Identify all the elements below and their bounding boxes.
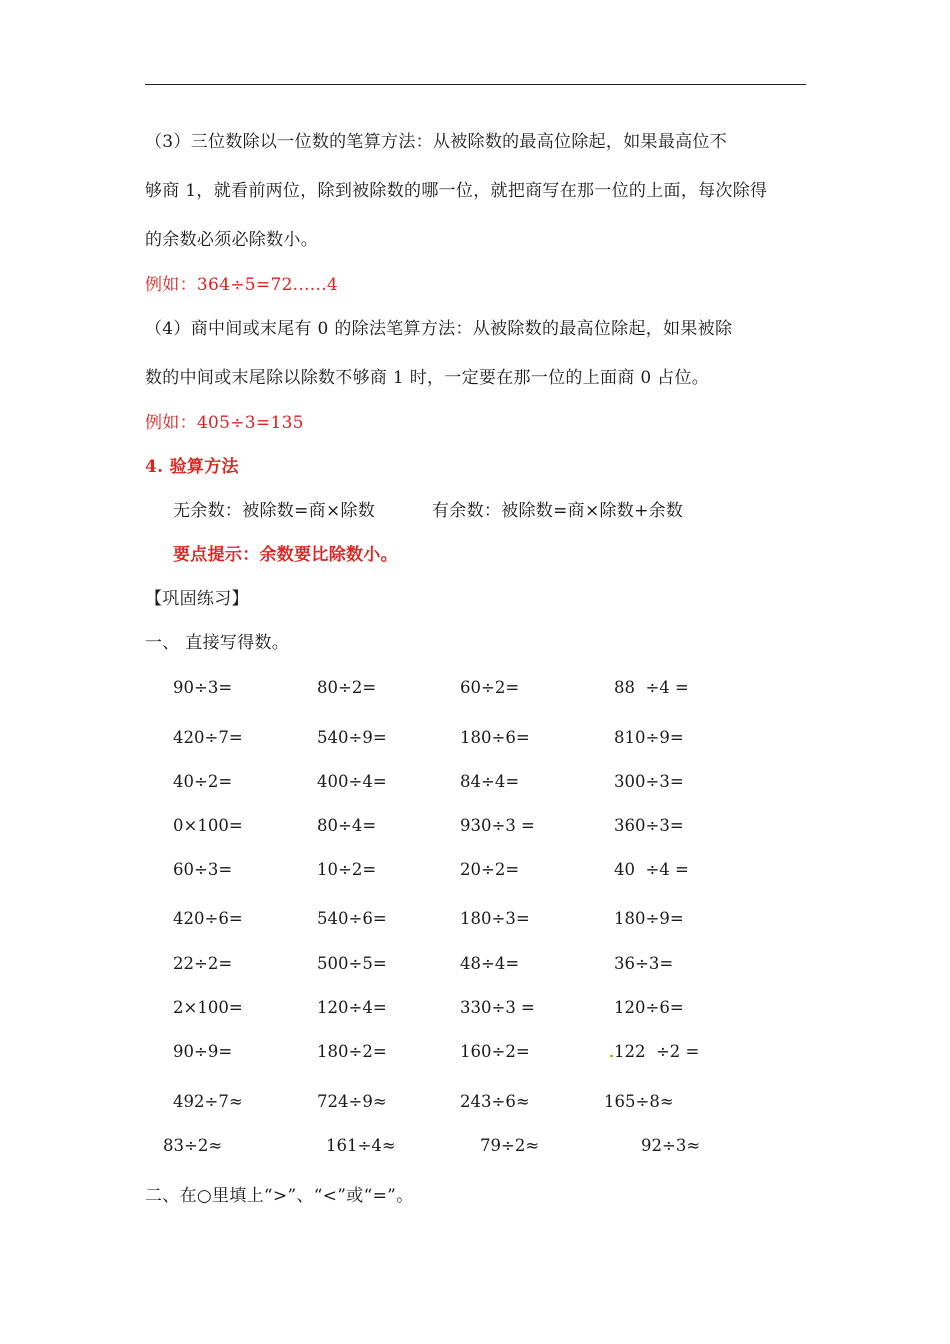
problem: 0×100= — [173, 816, 243, 835]
practice-title: 【巩固练习】 — [145, 589, 249, 609]
problem: 40 ÷4 = — [614, 860, 689, 879]
section1-heading: 一、 直接写得数。 — [145, 633, 290, 653]
problem: 92÷3≈ — [641, 1136, 701, 1155]
problem: 180÷2= — [317, 1042, 387, 1061]
problem: 330÷3 = — [460, 998, 535, 1017]
problem: 400÷4= — [317, 772, 387, 791]
check-heading: 4. 验算方法 — [145, 457, 239, 477]
edit-mark — [610, 1055, 613, 1057]
check-no-remainder: 无余数：被除数=商×除数 — [173, 501, 376, 521]
problem: 90÷9= — [173, 1042, 233, 1061]
problem: 360÷3= — [614, 816, 684, 835]
method4-line2: 数的中间或末尾除以除数不够商 1 时，一定要在那一位的上面商 0 占位。 — [145, 368, 710, 388]
problem: 122 ÷2 = — [614, 1042, 700, 1061]
problem: 180÷6= — [460, 728, 530, 747]
problem: 90÷3= — [173, 678, 233, 697]
problem: 930÷3 = — [460, 816, 535, 835]
problem: 80÷4= — [317, 816, 377, 835]
problem-with-mark — [610, 1042, 699, 1061]
problem: 180÷3= — [460, 909, 530, 928]
method3-line2: 够商 1，就看前两位，除到被除数的哪一位，就把商写在那一位的上面，每次除得 — [145, 181, 768, 201]
problem: 48÷4= — [460, 954, 520, 973]
method3-line1: （3）三位数除以一位数的笔算方法：从被除数的最高位除起，如果最高位不 — [145, 132, 728, 152]
problem: 492÷7≈ — [173, 1092, 243, 1111]
method3-line3: 的余数必须必除数小。 — [145, 230, 318, 250]
problem: 20÷2= — [460, 860, 520, 879]
problem: 160÷2= — [460, 1042, 530, 1061]
problem: 724÷9≈ — [317, 1092, 387, 1111]
problem: 60÷2= — [460, 678, 520, 697]
section2-heading: 二、在○里填上“>”、“<”或“=”。 — [145, 1186, 414, 1206]
method4-example: 例如：405÷3=135 — [145, 413, 304, 433]
problem: 420÷7= — [173, 728, 243, 747]
problem: 2×100= — [173, 998, 243, 1017]
problem: 10÷2= — [317, 860, 377, 879]
problem: 810÷9= — [614, 728, 684, 747]
problem: 243÷6≈ — [460, 1092, 530, 1111]
header-rule — [145, 84, 806, 85]
problem: 165÷8≈ — [604, 1092, 674, 1111]
problem: 500÷5= — [317, 954, 387, 973]
problem: 36÷3= — [614, 954, 674, 973]
problem: 300÷3= — [614, 772, 684, 791]
problem: 540÷6= — [317, 909, 387, 928]
problem: 180÷9= — [614, 909, 684, 928]
problem: 80÷2= — [317, 678, 377, 697]
problem: 420÷6= — [173, 909, 243, 928]
problem: 22÷2= — [173, 954, 233, 973]
problem: 120÷4= — [317, 998, 387, 1017]
problem: 84÷4= — [460, 772, 520, 791]
problem: 40÷2= — [173, 772, 233, 791]
method3-example: 例如：364÷5=72......4 — [145, 275, 339, 295]
problem: 60÷3= — [173, 860, 233, 879]
problem: 83÷2≈ — [163, 1136, 223, 1155]
problem: 88 ÷4 = — [614, 678, 689, 697]
problem: 120÷6= — [614, 998, 684, 1017]
method4-line1: （4）商中间或末尾有 0 的除法笔算方法：从被除数的最高位除起，如果被除 — [145, 319, 733, 339]
check-tip: 要点提示：余数要比除数小。 — [173, 545, 398, 565]
check-with-remainder: 有余数：被除数=商×除数+余数 — [432, 501, 684, 521]
problem: 79÷2≈ — [480, 1136, 540, 1155]
problem: 161÷4≈ — [326, 1136, 396, 1155]
problem: 540÷9= — [317, 728, 387, 747]
